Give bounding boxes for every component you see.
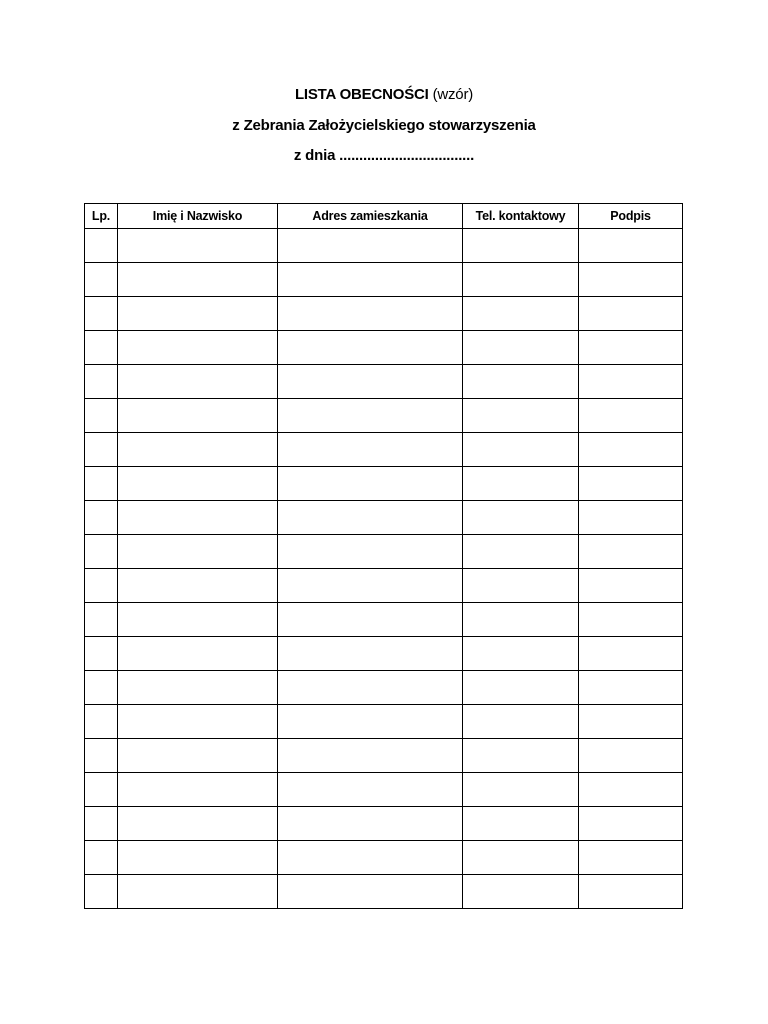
table-row [85,705,683,739]
header-signature: Podpis [579,204,683,229]
table-row [85,603,683,637]
cell-phone[interactable] [463,705,579,739]
cell-address[interactable] [278,433,463,467]
title-suffix: (wzór) [432,86,474,103]
cell-phone[interactable] [463,297,579,331]
cell-lp[interactable] [85,229,118,263]
cell-lp[interactable] [85,297,118,331]
cell-phone[interactable] [463,467,579,501]
cell-signature[interactable] [579,739,683,773]
cell-lp[interactable] [85,739,118,773]
cell-signature[interactable] [579,807,683,841]
cell-signature[interactable] [579,365,683,399]
cell-name[interactable] [118,399,278,433]
cell-address[interactable] [278,535,463,569]
table-row [85,467,683,501]
cell-signature[interactable] [579,671,683,705]
cell-address[interactable] [278,705,463,739]
cell-signature[interactable] [579,569,683,603]
cell-phone[interactable] [463,535,579,569]
cell-lp[interactable] [85,807,118,841]
cell-name[interactable] [118,535,278,569]
cell-lp[interactable] [85,773,118,807]
cell-lp[interactable] [85,535,118,569]
table-row [85,739,683,773]
cell-signature[interactable] [579,705,683,739]
cell-phone[interactable] [463,875,579,909]
cell-phone[interactable] [463,569,579,603]
table-row [85,773,683,807]
cell-phone[interactable] [463,433,579,467]
cell-name[interactable] [118,263,278,297]
cell-lp[interactable] [85,433,118,467]
cell-phone[interactable] [463,399,579,433]
table-body [85,229,683,909]
cell-lp[interactable] [85,705,118,739]
cell-lp[interactable] [85,331,118,365]
header-address: Adres zamieszkania [278,204,463,229]
cell-address[interactable] [278,841,463,875]
cell-address[interactable] [278,263,463,297]
cell-phone[interactable] [463,229,579,263]
cell-signature[interactable] [579,603,683,637]
cell-name[interactable] [118,739,278,773]
cell-address[interactable] [278,501,463,535]
cell-signature[interactable] [579,433,683,467]
cell-signature[interactable] [579,773,683,807]
table-row [85,637,683,671]
cell-phone[interactable] [463,739,579,773]
cell-address[interactable] [278,875,463,909]
cell-lp[interactable] [85,603,118,637]
cell-phone[interactable] [463,637,579,671]
cell-signature[interactable] [579,263,683,297]
cell-signature[interactable] [579,637,683,671]
cell-address[interactable] [278,399,463,433]
cell-name[interactable] [118,331,278,365]
table-row [85,875,683,909]
table-row [85,297,683,331]
cell-phone[interactable] [463,365,579,399]
cell-lp[interactable] [85,365,118,399]
header-name: Imię i Nazwisko [118,204,278,229]
cell-lp[interactable] [85,467,118,501]
cell-signature[interactable] [579,467,683,501]
cell-signature[interactable] [579,535,683,569]
cell-name[interactable] [118,569,278,603]
cell-name[interactable] [118,637,278,671]
cell-name[interactable] [118,501,278,535]
title-main: LISTA OBECNOŚCI [294,86,429,103]
table-header [85,204,683,229]
cell-name[interactable] [118,705,278,739]
cell-signature[interactable] [579,331,683,365]
cell-address[interactable] [278,569,463,603]
cell-lp[interactable] [85,569,118,603]
cell-phone[interactable] [463,773,579,807]
table-row [85,263,683,297]
cell-lp[interactable] [85,671,118,705]
cell-lp[interactable] [85,841,118,875]
table-row [85,569,683,603]
cell-name[interactable] [118,841,278,875]
cell-name[interactable] [118,773,278,807]
header-row [85,204,683,229]
cell-name[interactable] [118,297,278,331]
cell-address[interactable] [278,603,463,637]
table-row [85,229,683,263]
cell-address[interactable] [278,365,463,399]
table-row [85,399,683,433]
table-row [85,535,683,569]
cell-lp[interactable] [85,399,118,433]
document-title [0,86,768,104]
cell-address[interactable] [278,467,463,501]
cell-phone[interactable] [463,841,579,875]
cell-phone[interactable] [463,501,579,535]
cell-address[interactable] [278,297,463,331]
cell-signature[interactable] [579,875,683,909]
cell-phone[interactable] [463,603,579,637]
table-row [85,331,683,365]
header-phone: Tel. kontaktowy [463,204,579,229]
table-row [85,501,683,535]
cell-name[interactable] [118,875,278,909]
cell-name[interactable] [118,603,278,637]
cell-address[interactable] [278,739,463,773]
cell-address[interactable] [278,807,463,841]
cell-lp[interactable] [85,875,118,909]
cell-lp[interactable] [85,263,118,297]
cell-phone[interactable] [463,263,579,297]
date-line: z dnia .................................. [293,147,475,164]
table-row [85,671,683,705]
header-lp: Lp. [85,204,118,229]
cell-phone[interactable] [463,331,579,365]
cell-lp[interactable] [85,501,118,535]
cell-name[interactable] [118,365,278,399]
table-row [85,807,683,841]
cell-signature[interactable] [579,501,683,535]
cell-signature[interactable] [579,229,683,263]
cell-address[interactable] [278,331,463,365]
cell-name[interactable] [118,671,278,705]
cell-signature[interactable] [579,399,683,433]
cell-signature[interactable] [579,841,683,875]
cell-phone[interactable] [463,671,579,705]
attendance-table [84,203,683,909]
cell-name[interactable] [118,433,278,467]
cell-signature[interactable] [579,297,683,331]
cell-phone[interactable] [463,807,579,841]
table-row [85,841,683,875]
cell-address[interactable] [278,671,463,705]
document-subtitle: z Zebrania Założycielskiego stowarzyszenia [232,117,536,134]
cell-address[interactable] [278,773,463,807]
table-row [85,433,683,467]
cell-name[interactable] [118,229,278,263]
cell-address[interactable] [278,229,463,263]
cell-name[interactable] [118,807,278,841]
cell-name[interactable] [118,467,278,501]
cell-lp[interactable] [85,637,118,671]
table-row [85,365,683,399]
cell-address[interactable] [278,637,463,671]
